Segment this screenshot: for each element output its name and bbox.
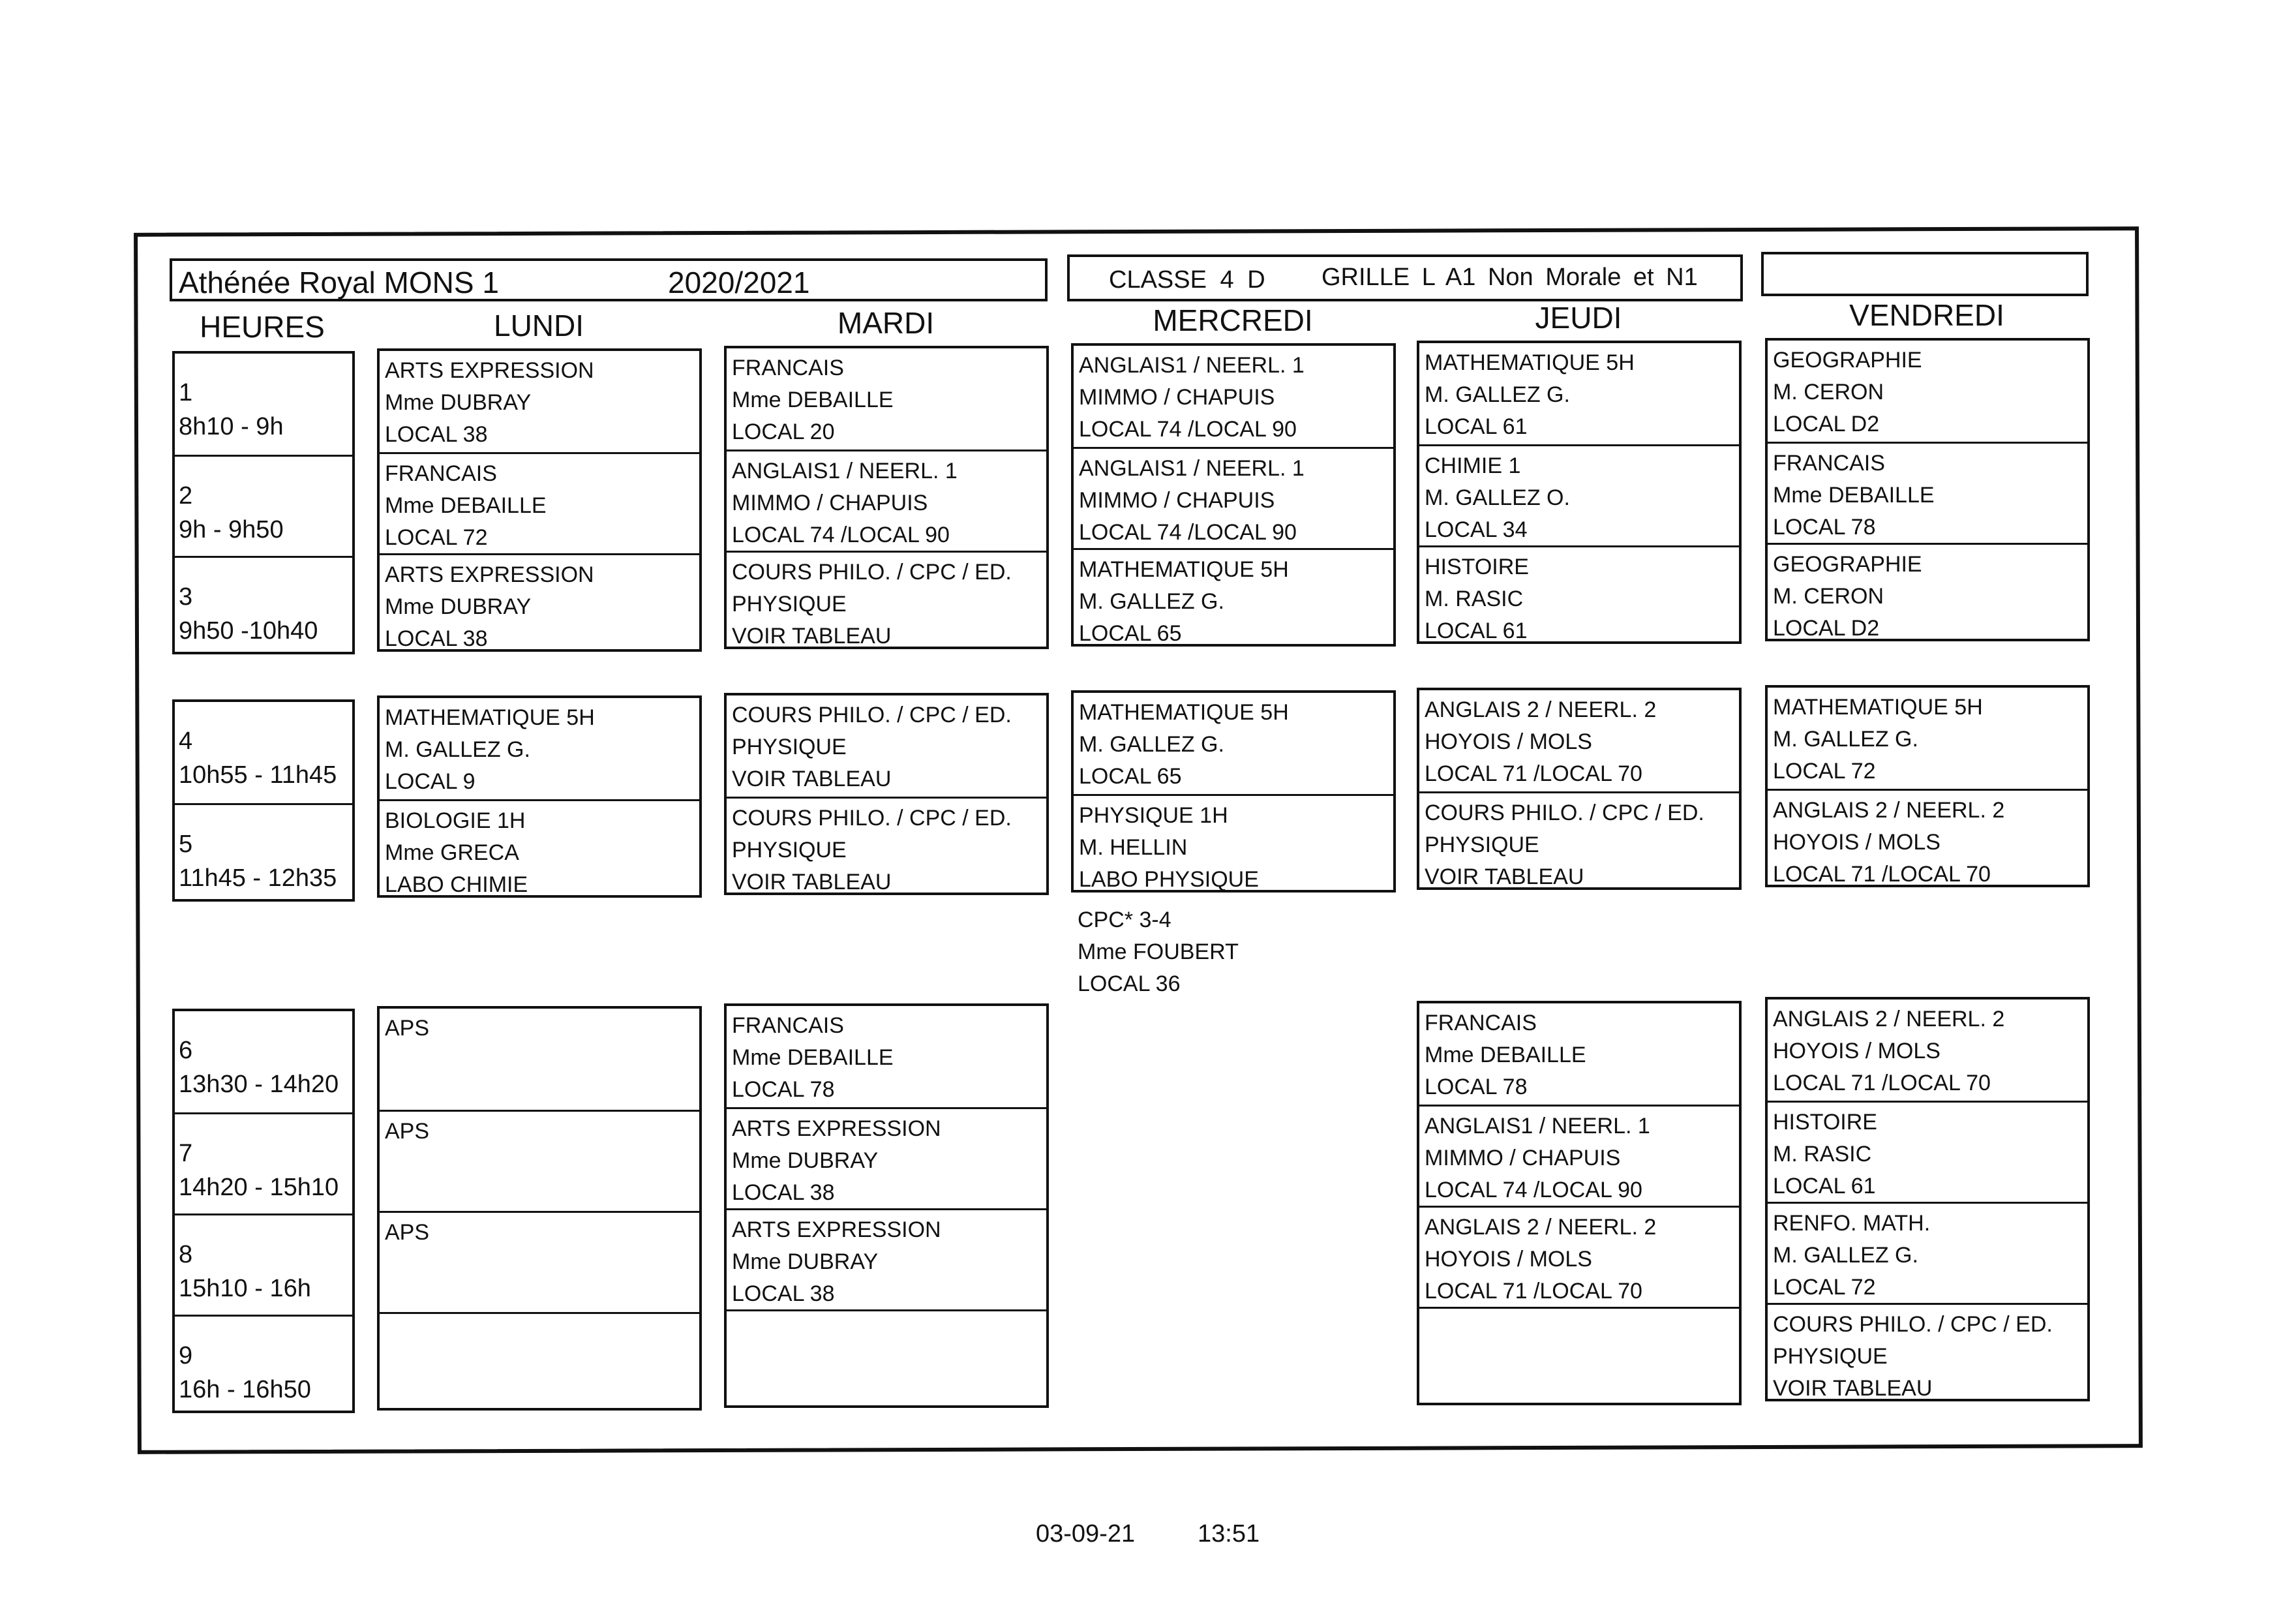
lundi-block-2 [377,695,702,898]
timetable-cell [1419,1206,1739,1307]
room-name: VOIR TABLEAU [732,870,892,894]
room-name: LOCAL 38 [732,1281,835,1306]
course-name: FRANCAIS [1425,1011,1537,1035]
empty-header-box [1761,252,2089,296]
room-name: LOCAL 65 [1079,764,1182,789]
room-name: LOCAL 78 [1425,1075,1528,1099]
hour-time: 8h10 - 9h [179,413,284,440]
timetable-cell [380,698,699,799]
hour-cell [175,1011,352,1112]
timetable-cell [727,1107,1046,1208]
teacher-name: Mme DUBRAY [732,1148,879,1173]
hour-number: 7 [179,1140,193,1167]
room-name: LOCAL 9 [385,769,476,794]
teacher-name: MIMMO / CHAPUIS [1079,385,1275,410]
teacher-name: Mme DEBAILLE [732,1045,894,1070]
hour-time: 9h50 -10h40 [179,617,318,645]
timetable-cell [1768,688,2087,789]
timetable-cell [1419,791,1739,893]
col-header-mardi: MARDI [837,306,935,340]
teacher-name: HOYOIS / MOLS [1425,1247,1592,1272]
timetable-cell [727,551,1046,652]
room-name: LOCAL 71 /LOCAL 70 [1773,1071,1991,1095]
col-header-jeudi: JEUDI [1535,301,1622,335]
course-name: ANGLAIS1 / NEERL. 1 [1425,1114,1650,1138]
hour-cell [175,702,352,803]
teacher-name: M. RASIC [1425,587,1524,611]
teacher-name: APS [385,1220,430,1245]
room-name: VOIR TABLEAU [732,767,892,791]
course-name: FRANCAIS [732,356,844,380]
course-name: ANGLAIS1 / NEERL. 1 [1079,456,1305,481]
room-name: LOCAL 71 /LOCAL 70 [1773,862,1991,887]
teacher-name: PHYSIQUE [732,735,847,759]
timetable-cell [727,797,1046,898]
col-header-lundi: LUNDI [493,309,584,343]
hour-number: 3 [179,583,193,611]
room-name: LABO PHYSIQUE [1079,867,1259,892]
mercredi-note [1078,904,1239,1000]
room-name: LOCAL 38 [385,422,488,447]
teacher-name: M. GALLEZ G. [385,737,530,762]
teacher-name: Mme DUBRAY [732,1249,879,1274]
timetable-cell [1074,346,1393,447]
vendredi-block-2 [1765,685,2090,887]
room-name: LOCAL 74 /LOCAL 90 [1079,417,1297,442]
hour-time: 11h45 - 12h35 [179,864,337,892]
course-name: ANGLAIS1 / NEERL. 1 [732,459,958,483]
course-name: COURS PHILO. / CPC / ED. [732,560,1012,585]
col-header-heures: HEURES [200,310,325,344]
room-name: LOCAL 34 [1425,517,1528,542]
room-name: LOCAL 71 /LOCAL 70 [1425,761,1642,786]
class-label: CLASSE 4 D [1109,266,1265,294]
school-year: 2020/2021 [668,266,810,299]
teacher-name: Mme DEBAILLE [1773,483,1935,508]
teacher-name: Mme DEBAILLE [385,493,547,518]
timetable-cell [1768,543,2087,644]
timetable-cell [1768,1000,2087,1101]
course-name: FRANCAIS [732,1013,844,1038]
teacher-name: MIMMO / CHAPUIS [1425,1146,1621,1170]
course-name: ARTS EXPRESSION [732,1116,941,1141]
timetable-cell [1419,1105,1739,1206]
room-name: LOCAL 65 [1079,621,1182,646]
room-name: LOCAL 74 /LOCAL 90 [1079,520,1297,545]
room-name: LOCAL 61 [1425,414,1528,439]
course-name: RENFO. MATH. [1773,1211,1931,1236]
hour-cell [175,1214,352,1315]
teacher-name: M. RASIC [1773,1142,1872,1167]
hour-cell [175,354,352,455]
timetable-cell [727,1208,1046,1309]
timetable-cell [380,1110,699,1211]
course-name: APS [385,1016,430,1041]
vendredi-block-1 [1765,338,2090,641]
lundi-block-1 [377,348,702,652]
course-name: ARTS EXPRESSION [385,358,594,383]
hour-number: 5 [179,831,193,858]
timetable-cell [1768,1303,2087,1404]
note-line: LOCAL 36 [1078,971,1181,996]
hour-number: 2 [179,482,193,510]
timetable-cell [727,695,1046,797]
timetable-cell [380,1312,699,1413]
school-name: Athénée Royal MONS 1 [179,266,499,299]
jeudi-block-3 [1417,1001,1742,1405]
course-name: MATHEMATIQUE 5H [385,705,595,730]
timetable-cell [1074,447,1393,548]
hour-cell [175,1112,352,1214]
note-line: CPC* 3-4 [1078,908,1171,932]
hour-time: 16h - 16h50 [179,1376,311,1403]
teacher-name: HOYOIS / MOLS [1773,830,1941,855]
room-name: LOCAL 78 [732,1077,835,1102]
col-header-vendredi: VENDREDI [1849,298,2004,332]
course-name: BIOLOGIE 1H [385,808,526,833]
hour-time: 9h - 9h50 [179,516,284,543]
hour-number: 1 [179,379,193,406]
col-header-mercredi: MERCREDI [1153,303,1313,337]
timetable-cell [1419,444,1739,545]
course-name: MATHEMATIQUE 5H [1425,350,1635,375]
hour-time: 10h55 - 11h45 [179,761,337,789]
course-name: CHIMIE 1 [1425,453,1521,478]
hour-time: 13h30 - 14h20 [179,1071,339,1098]
hours-block-2 [172,699,355,902]
timetable-cell [727,450,1046,551]
teacher-name: PHYSIQUE [1773,1344,1888,1369]
room-name: LOCAL 72 [385,525,488,550]
timetable-cell [1074,794,1393,895]
room-name: LABO CHIMIE [385,872,528,897]
hour-number: 4 [179,727,193,755]
hours-block-3 [172,1009,355,1413]
course-name: ANGLAIS 2 / NEERL. 2 [1773,798,2005,823]
teacher-name: MIMMO / CHAPUIS [732,491,928,515]
teacher-name: M. CERON [1773,584,1884,609]
room-name: LOCAL 74 /LOCAL 90 [1425,1178,1642,1202]
vendredi-block-3 [1765,997,2090,1401]
timetable-cell [1768,789,2087,890]
teacher-name: APS [385,1119,430,1144]
teacher-name: HOYOIS / MOLS [1425,729,1592,754]
timetable-cell [380,1009,699,1110]
timetable-cell [380,1211,699,1312]
course-name: FRANCAIS [385,461,497,486]
room-name: LOCAL D2 [1773,412,1880,436]
mardi-block-2 [724,693,1049,895]
room-name: LOCAL 20 [732,420,835,444]
teacher-name: Mme DEBAILLE [732,388,894,412]
teacher-name: M. GALLEZ G. [1773,727,1918,752]
course-name: GEOGRAPHIE [1773,552,1922,577]
print-time: 13:51 [1198,1520,1260,1548]
teacher-name: M. GALLEZ G. [1425,382,1570,407]
jeudi-block-1 [1417,341,1742,644]
course-name: COURS PHILO. / CPC / ED. [1773,1312,2053,1337]
course-name: ANGLAIS 2 / NEERL. 2 [1425,1215,1657,1240]
course-name: COURS PHILO. / CPC / ED. [732,806,1012,831]
course-name: HISTOIRE [1425,555,1529,579]
timetable-cell [380,351,699,452]
teacher-name: M. HELLIN [1079,835,1188,860]
course-name: MATHEMATIQUE 5H [1079,700,1289,725]
timetable-cell [1074,693,1393,794]
hour-cell [175,803,352,904]
note-line: Mme FOUBERT [1078,939,1239,964]
hour-cell [175,1315,352,1416]
school-header [170,258,1048,301]
room-name: LOCAL 74 /LOCAL 90 [732,523,950,547]
room-name: LOCAL 72 [1773,1275,1876,1300]
timetable-cell [1768,1202,2087,1303]
timetable-cell [1419,690,1739,791]
course-name: ANGLAIS 2 / NEERL. 2 [1773,1007,2005,1031]
room-name: LOCAL 72 [1773,759,1876,784]
course-name: COURS PHILO. / CPC / ED. [732,703,1012,727]
teacher-name: MIMMO / CHAPUIS [1079,488,1275,513]
course-name: FRANCAIS [1773,451,1885,476]
hour-number: 8 [179,1241,193,1268]
timetable-cell [1768,1101,2087,1202]
teacher-name: PHYSIQUE [732,592,847,617]
course-name: MATHEMATIQUE 5H [1773,695,1983,720]
timetable-cell [727,1006,1046,1107]
grid-label: GRILLE L A1 Non Morale et N1 [1322,264,1698,291]
teacher-name: M. GALLEZ G. [1079,589,1224,614]
room-name: LOCAL 38 [732,1180,835,1205]
course-name: GEOGRAPHIE [1773,348,1922,373]
course-name: ARTS EXPRESSION [385,562,594,587]
course-name: COURS PHILO. / CPC / ED. [1425,801,1704,825]
timetable-cell [727,1309,1046,1411]
hour-cell [175,455,352,556]
class-header [1067,254,1743,301]
mardi-block-3 [724,1003,1049,1408]
room-name: VOIR TABLEAU [1773,1376,1933,1401]
course-name: ANGLAIS1 / NEERL. 1 [1079,353,1305,378]
print-date: 03-09-21 [1036,1520,1136,1548]
hour-time: 14h20 - 15h10 [179,1174,339,1201]
room-name: LOCAL 61 [1425,618,1528,643]
teacher-name: Mme DUBRAY [385,594,532,619]
timetable-cell [1419,545,1739,647]
teacher-name: Mme DEBAILLE [1425,1043,1586,1067]
teacher-name: HOYOIS / MOLS [1773,1039,1941,1063]
room-name: LOCAL 71 /LOCAL 70 [1425,1279,1642,1304]
teacher-name: Mme DUBRAY [385,390,532,415]
timetable-cell [1768,442,2087,543]
lundi-block-3 [377,1006,702,1411]
mercredi-block-1 [1071,343,1396,647]
timetable-cell [1768,341,2087,442]
teacher-name: PHYSIQUE [732,838,847,862]
room-name: VOIR TABLEAU [732,624,892,649]
timetable-cell [1419,343,1739,444]
mardi-block-1 [724,346,1049,649]
room-name: VOIR TABLEAU [1425,864,1584,889]
hour-cell [175,556,352,657]
timetable-cell [1419,1003,1739,1105]
timetable-cell [380,799,699,900]
hour-time: 15h10 - 16h [179,1275,311,1302]
hour-number: 6 [179,1037,193,1064]
timetable-cell [1074,548,1393,649]
course-name: ANGLAIS 2 / NEERL. 2 [1425,697,1657,722]
room-name: LOCAL 38 [385,626,488,651]
timetable-cell [727,348,1046,450]
course-name: MATHEMATIQUE 5H [1079,557,1289,582]
teacher-name: Mme GRECA [385,840,519,865]
teacher-name: PHYSIQUE [1425,832,1539,857]
jeudi-block-2 [1417,688,1742,890]
room-name: LOCAL 78 [1773,515,1876,540]
room-name: LOCAL D2 [1773,616,1880,641]
teacher-name: M. GALLEZ G. [1773,1243,1918,1268]
teacher-name: M. GALLEZ G. [1079,732,1224,757]
timetable-cell [380,452,699,553]
course-name: PHYSIQUE 1H [1079,803,1228,828]
teacher-name: M. CERON [1773,380,1884,404]
timetable-cell [380,553,699,654]
mercredi-block-2 [1071,690,1396,893]
hours-block-1 [172,351,355,654]
hour-number: 9 [179,1342,193,1369]
course-name: HISTOIRE [1773,1110,1877,1135]
course-name: ARTS EXPRESSION [732,1217,941,1242]
timetable-cell [1419,1307,1739,1408]
room-name: LOCAL 61 [1773,1174,1876,1198]
teacher-name: M. GALLEZ O. [1425,485,1570,510]
